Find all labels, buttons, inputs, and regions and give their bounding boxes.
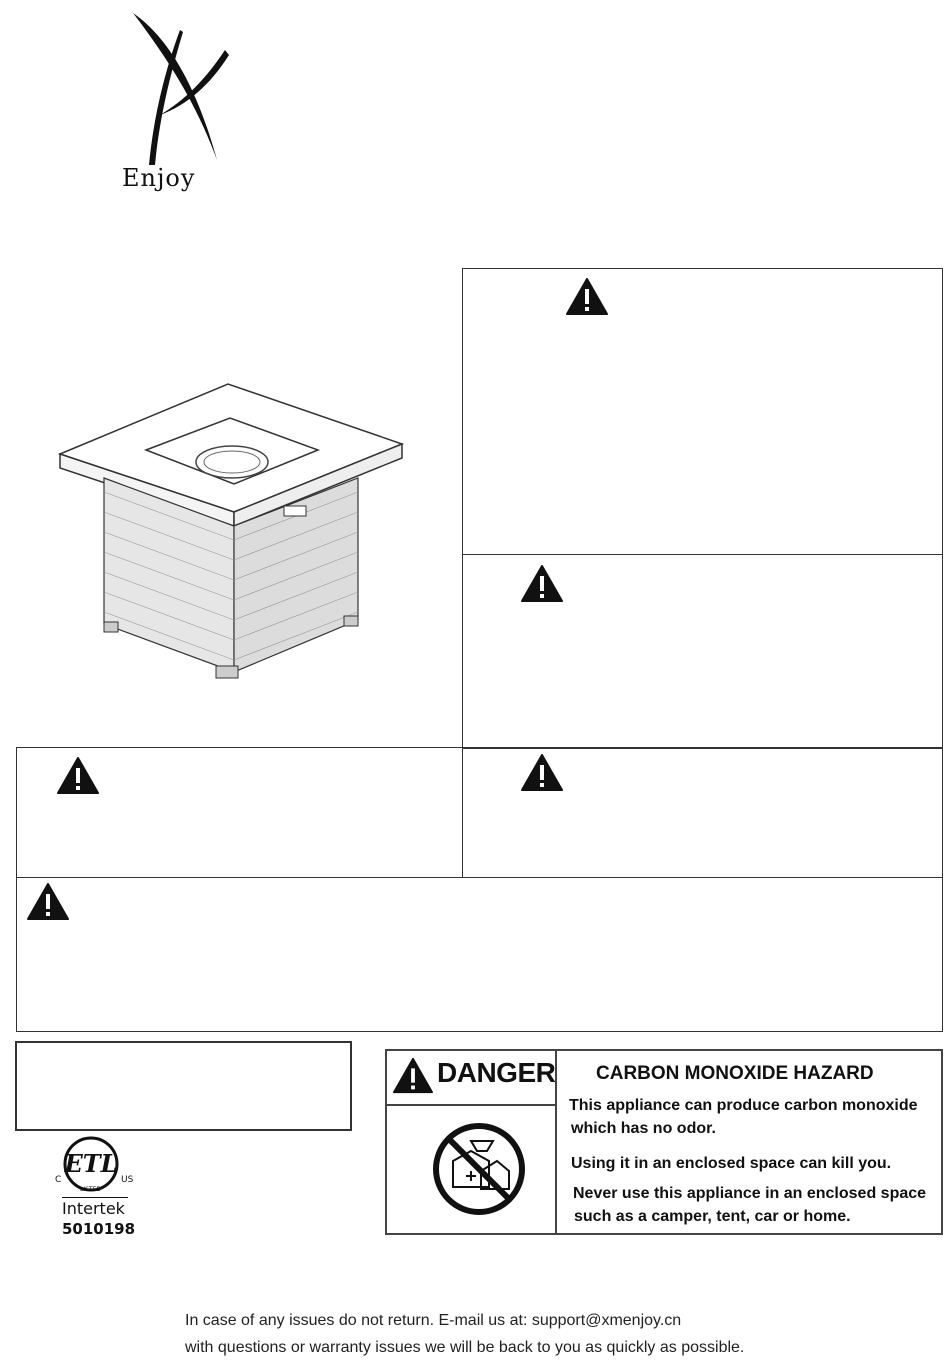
danger-divider-horizontal — [387, 1104, 555, 1106]
logo-mark-icon — [125, 10, 235, 170]
warning-triangle-icon — [566, 278, 608, 316]
warning-triangle-icon — [521, 565, 563, 603]
warning-box-wide — [16, 877, 943, 1032]
intertek-label: Intertek — [62, 1199, 125, 1218]
footer-line-2: with questions or warranty issues we will be back to you as quickly as possible. — [185, 1339, 745, 1356]
model-info-box — [15, 1041, 352, 1131]
warning-box-right — [462, 747, 943, 878]
logo-text: Enjoy — [122, 164, 196, 192]
co-line-1: This appliance can produce carbon monoxide — [569, 1097, 918, 1114]
co-line-5: such as a camper, tent, car or home. — [574, 1208, 851, 1225]
etl-c-label: C — [55, 1175, 62, 1185]
danger-word: DANGER — [437, 1057, 556, 1088]
warning-box-top-right — [462, 268, 943, 555]
no-enclosed-space-icon — [431, 1121, 527, 1217]
danger-label — [385, 1049, 943, 1235]
footer-line-1: In case of any issues do not return. E-mail us at: support@xmenjoy.cn — [185, 1312, 682, 1329]
certification-number: 5010198 — [62, 1220, 136, 1238]
co-hazard-title: CARBON MONOXIDE HAZARD — [596, 1063, 874, 1084]
etl-us-label: US — [121, 1175, 134, 1185]
danger-warning-triangle-icon — [393, 1056, 433, 1096]
danger-divider-vertical — [555, 1051, 557, 1233]
warning-box-left — [16, 747, 463, 878]
etl-divider — [62, 1197, 128, 1198]
fire-table-illustration — [58, 382, 404, 684]
co-line-2: which has no odor. — [571, 1120, 716, 1137]
etl-listed-label: LISTED — [80, 1186, 101, 1193]
warning-box-middle-right — [462, 554, 943, 749]
co-line-4: Never use this appliance in an enclosed space — [573, 1185, 927, 1202]
warning-triangle-icon — [27, 883, 69, 921]
warning-triangle-icon — [521, 754, 563, 792]
co-line-3: Using it in an enclosed space can kill you. — [571, 1155, 892, 1172]
warning-triangle-icon — [57, 757, 99, 795]
etl-mark-text: ETL — [64, 1149, 118, 1178]
